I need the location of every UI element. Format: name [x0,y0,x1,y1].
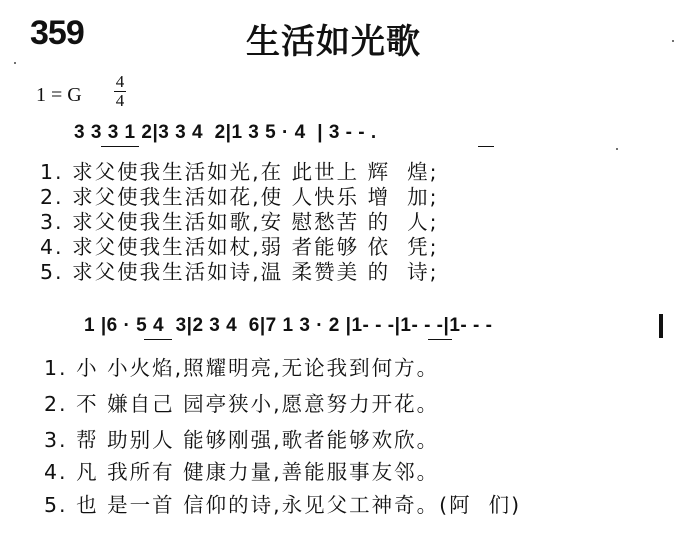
lyric-line: 4. 凡 我所有 健康力量,善能服事友邻。 [44,460,440,484]
scan-speck [672,40,674,42]
lyric-line: 3. 求父使我生活如歌,安 慰愁苦 的 人; [40,210,439,234]
lyric-line: 4. 求父使我生活如杖,弱 者能够 依 凭; [40,235,439,259]
final-barline [659,314,663,338]
lyric-line: 3. 帮 助别人 能够刚强,歌者能够欢欣。 [44,428,440,452]
notation-line-1: 3 3 3 1 2|3 3 4 2|1 3 5 · 4 | 3 - - . [74,122,377,143]
lyric-line: 1. 小 小火焰,照耀明亮,无论我到何方。 [44,356,440,380]
beam-mark [428,339,452,340]
lyric-line: 5. 也 是一首 信仰的诗,永见父工神奇。(阿 们) [44,493,522,517]
beam-mark [101,146,139,147]
lyric-line: 1. 求父使我生活如光,在 此世上 辉 煌; [40,160,439,184]
time-signature-bottom: 4 [115,91,125,110]
time-signature-top: 4 [115,72,125,91]
beam-mark [144,339,172,340]
key-signature: 1 = G [36,84,82,106]
beam-mark [478,146,494,147]
hymn-number: 359 [30,14,84,52]
hymn-title: 生活如光歌 [246,22,421,62]
lyric-line: 2. 求父使我生活如花,使 人快乐 增 加; [40,185,439,209]
lyric-line: 5. 求父使我生活如诗,温 柔赞美 的 诗; [40,260,439,284]
scan-speck [14,62,16,64]
scan-speck [616,148,618,150]
notation-line-2: 1 |6 · 5 4 3|2 3 4 6|7 1 3 · 2 |1- - -|1- - -|1- - - [84,315,493,336]
lyric-line: 2. 不 嫌自己 园亭狭小,愿意努力开花。 [44,392,440,416]
time-signature [114,73,126,110]
